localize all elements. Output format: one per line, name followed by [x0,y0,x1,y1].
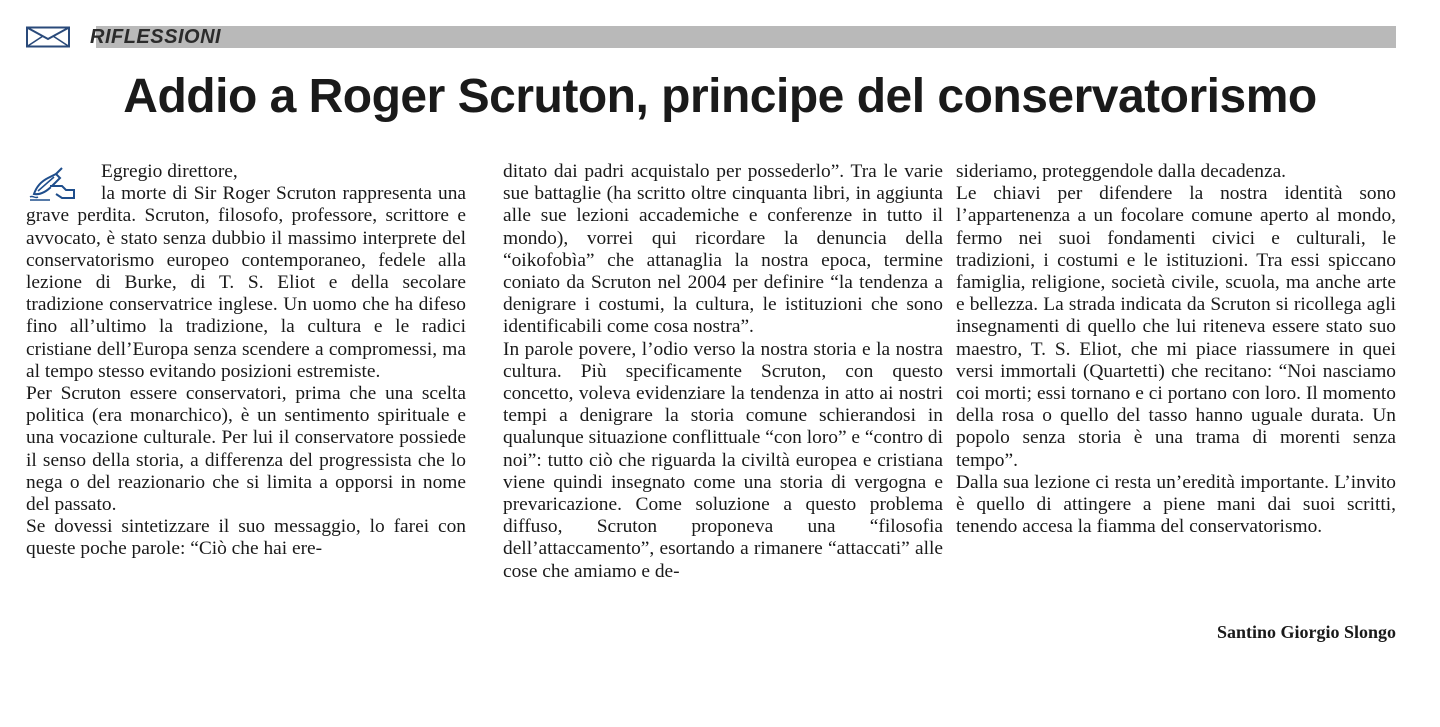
paragraph-5: In parole povere, l’odio verso la nostra storia e la nostra cultura. Più specificamente Scruton, con questo concetto, voleva evidenziare la tendenza in atto ai nostri tempi a denigrare la storia comune schierandosi in qualunque situazione conflittuale “con loro” e “contro di noi”: tutto ciò che riguarda la civiltà europea e cristiana viene quindi insegnato come una storia di vergogna e prevaricazione. Come soluzione a questo problema diffuso, Scruton proponeva una “filosofia dell’attaccamento”, esortando a rimanere “attaccati” alle cose che amiamo e de- [503,338,943,582]
column-3 [956,161,1396,538]
paragraph-6: sideriamo, proteggendole dalla decadenza. [956,161,1287,182]
column-1 [26,161,466,561]
paragraph-8: Dalla sua lezione ci resta un’eredità importante. L’invito è quello di attingere a piene mani dai suoi scritti, tenendo accesa la fiamma del conservatorismo. [956,471,1396,538]
paragraph-4: ditato dai padri acquistalo per possederlo”. Tra le varie sue battaglie (ha scritto oltre cinquanta libri, in aggiunta alle sue lezioni accademiche e conferenze in tutto il mondo), vorrei qui ricordare la denuncia della “oikofobìa” che attanaglia la nostra epoca, termine coniato da Scruton nel 2004 per definire “la tendenza a denigrare i costumi, la cultura, le istituzioni che sono identificabili come cosa nostra”. [503,161,943,338]
signature: Santino Giorgio Slongo [1216,622,1396,642]
section-label: RIFLESSIONI [90,26,222,48]
column-2 [503,161,943,583]
paragraph-1: la morte di Sir Roger Scruton rappresenta una grave perdita. Scruton, filosofo, professore, scrittore e avvocato, è stato senza dubbio il massimo interprete del conservatorismo europeo contemporaneo, fedele alla lezione di Burke, di T. S. Eliot e della secolare tradizione conservatrice inglese. Un uomo che ha difeso fino all’ultimo la tradizione, la cultura e le radici cristiane dell’Europa senza scendere a compromessi, ma al tempo stesso evitando posizioni estremiste. [26,183,466,382]
paragraph-3: Se dovessi sintetizzare il suo messaggio, lo farei con queste poche parole: “Ciò che hai ere- [26,516,466,560]
paragraph-2: Per Scruton essere conservatori, prima che una scelta politica (era monarchico), è un sentimento spirituale e una vocazione culturale. Per lui il conservatore possiede il senso della storia, a differenza del progressista che lo nega o del reazionario che si limita a opporsi in nome del passato. [26,383,466,516]
headline: Addio a Roger Scruton, principe del conservatorismo [123,70,1317,123]
envelope-icon [26,26,96,48]
paragraph-7: Le chiavi per difendere la nostra identità sono l’appartenenza a un focolare comune aperto al mondo, fermo nei suoi fondamenti civici e culturali, le tradizioni, i costumi e le istituzioni. Tra essi spiccano famiglia, religione, società civile, scuola, ma anche arte e bellezza. La strada indicata da Scruton si ricollega agli insegnamenti di quello che lui riteneva essere stato suo maestro, T. S. Eliot, che mi piace riassumere in quei versi immortali (Quartetti) che recitano: “Noi nasciamo coi morti; essi tornano e ci portano con loro. Il momento della rosa o quello del tasso hanno uguale durata. Un popolo senza storia è una trama di morenti senza tempo”. [956,183,1396,471]
section-bar [26,26,1396,48]
salutation: Egregio direttore, [101,161,238,182]
